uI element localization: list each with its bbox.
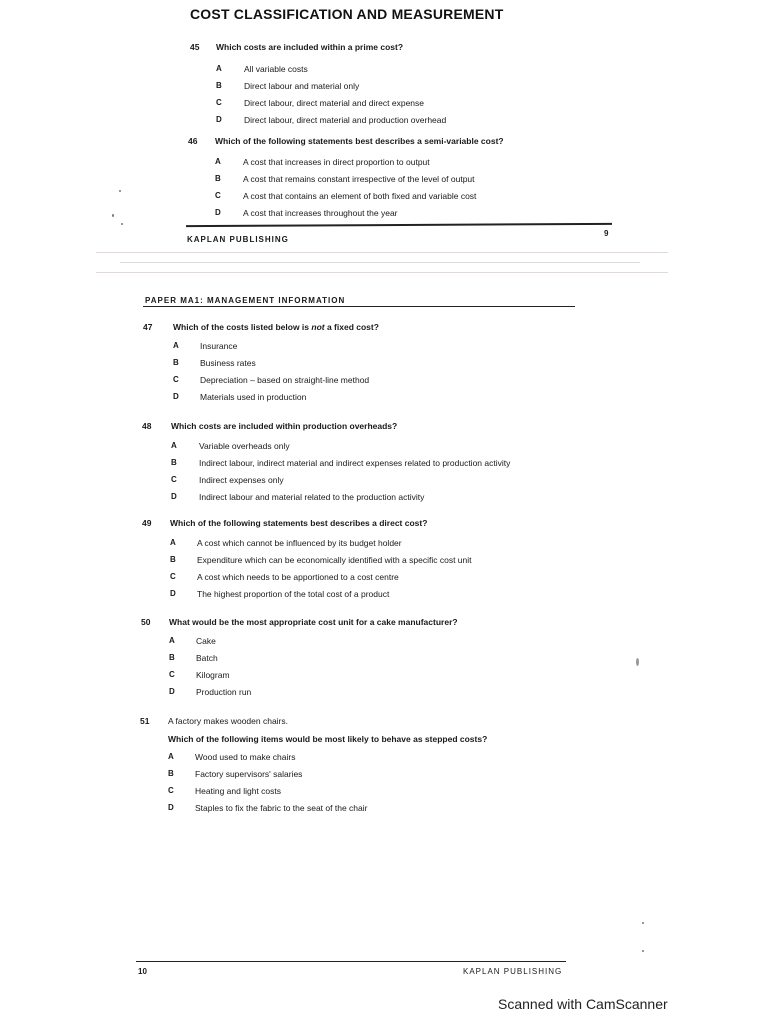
option-text: Depreciation – based on straight-line method bbox=[200, 375, 370, 385]
option-text: All variable costs bbox=[244, 64, 308, 74]
camscanner-watermark: Scanned with CamScanner bbox=[498, 996, 668, 1012]
option-letter: B bbox=[215, 174, 221, 183]
option-text: Business rates bbox=[200, 358, 256, 368]
option-c bbox=[188, 191, 608, 208]
option-letter: C bbox=[169, 670, 175, 679]
option-c bbox=[141, 670, 621, 687]
option-b bbox=[142, 458, 622, 475]
option-a bbox=[142, 441, 622, 458]
question-46 bbox=[188, 136, 608, 225]
option-b bbox=[188, 174, 608, 191]
question-number: 45 bbox=[190, 42, 200, 52]
question-45 bbox=[190, 42, 610, 132]
scan-speck bbox=[642, 950, 644, 952]
option-a bbox=[141, 636, 621, 653]
page-number: 9 bbox=[604, 229, 609, 238]
question-intro: A factory makes wooden chairs. bbox=[168, 716, 289, 726]
option-c bbox=[190, 98, 610, 115]
scan-speck bbox=[119, 190, 121, 192]
option-letter: C bbox=[171, 475, 177, 484]
question-text: Which costs are included within production overheads? bbox=[171, 421, 398, 431]
option-d bbox=[142, 492, 622, 509]
question-number: 46 bbox=[188, 136, 198, 146]
option-text: Variable overheads only bbox=[199, 441, 290, 451]
option-text: A cost that contains an element of both fixed and variable cost bbox=[243, 191, 477, 201]
option-letter: D bbox=[216, 115, 222, 124]
question-number: 47 bbox=[143, 322, 153, 332]
option-d bbox=[190, 115, 610, 132]
option-d bbox=[143, 392, 603, 409]
option-letter: D bbox=[171, 492, 177, 501]
option-letter: B bbox=[216, 81, 222, 90]
question-47 bbox=[143, 322, 603, 409]
option-b bbox=[142, 555, 622, 572]
option-a bbox=[188, 157, 608, 174]
option-text: Indirect expenses only bbox=[199, 475, 284, 485]
footer-publisher: KAPLAN PUBLISHING bbox=[187, 235, 289, 244]
option-text: Staples to fix the fabric to the seat of the chair bbox=[195, 803, 368, 813]
page-number: 10 bbox=[138, 967, 147, 976]
option-letter: B bbox=[168, 769, 174, 778]
question-48 bbox=[142, 421, 622, 509]
scan-speck bbox=[121, 223, 123, 225]
option-text: Batch bbox=[196, 653, 218, 663]
option-c bbox=[140, 786, 620, 803]
scan-speck bbox=[636, 658, 639, 666]
option-a bbox=[143, 341, 603, 358]
footer-publisher: KAPLAN PUBLISHING bbox=[463, 967, 563, 976]
option-text: A cost that increases in direct proportion to output bbox=[243, 157, 430, 167]
question-49 bbox=[142, 518, 622, 606]
option-letter: D bbox=[170, 589, 176, 598]
option-letter: A bbox=[216, 64, 222, 73]
option-letter: B bbox=[170, 555, 176, 564]
page-break-line bbox=[96, 272, 668, 273]
option-letter: D bbox=[168, 803, 174, 812]
option-d bbox=[141, 687, 621, 704]
option-letter: C bbox=[216, 98, 222, 107]
scan-speck bbox=[112, 214, 114, 217]
question-51 bbox=[140, 716, 620, 820]
option-letter: D bbox=[173, 392, 179, 401]
option-text: Cake bbox=[196, 636, 216, 646]
question-text: Which of the costs listed below is not a fixed cost? bbox=[173, 322, 379, 332]
option-text: Indirect labour and material related to the production activity bbox=[199, 492, 425, 502]
option-text: Heating and light costs bbox=[195, 786, 281, 796]
option-b bbox=[141, 653, 621, 670]
question-number: 50 bbox=[141, 617, 151, 627]
option-letter: C bbox=[168, 786, 174, 795]
option-d bbox=[142, 589, 622, 606]
scan-speck bbox=[642, 922, 644, 924]
question-number: 51 bbox=[140, 716, 150, 726]
page-break-line bbox=[96, 252, 668, 253]
option-text: Insurance bbox=[200, 341, 238, 351]
question-number: 49 bbox=[142, 518, 152, 528]
option-letter: A bbox=[173, 341, 179, 350]
footer-rule bbox=[136, 961, 566, 962]
question-text: Which costs are included within a prime cost? bbox=[216, 42, 404, 52]
option-letter: A bbox=[168, 752, 174, 761]
option-text: A cost which needs to be apportioned to a cost centre bbox=[197, 572, 399, 582]
question-number: 48 bbox=[142, 421, 152, 431]
option-b bbox=[143, 358, 603, 375]
chapter-title: COST CLASSIFICATION AND MEASUREMENT bbox=[190, 6, 504, 22]
question-text: Which of the following items would be most likely to behave as stepped costs? bbox=[168, 734, 488, 744]
option-letter: C bbox=[170, 572, 176, 581]
option-c bbox=[143, 375, 603, 392]
option-letter: B bbox=[169, 653, 175, 662]
option-text: Indirect labour, indirect material and indirect expenses related to production activity bbox=[199, 458, 511, 468]
option-letter: D bbox=[215, 208, 221, 217]
question-50 bbox=[141, 617, 621, 704]
option-letter: C bbox=[173, 375, 179, 384]
option-a bbox=[140, 752, 620, 769]
option-text: Kilogram bbox=[196, 670, 230, 680]
option-text: A cost that remains constant irrespective of the level of output bbox=[243, 174, 475, 184]
option-text: Factory supervisors' salaries bbox=[195, 769, 303, 779]
option-text: Production run bbox=[196, 687, 252, 697]
option-letter: A bbox=[171, 441, 177, 450]
option-letter: B bbox=[171, 458, 177, 467]
option-a bbox=[142, 538, 622, 555]
option-a bbox=[190, 64, 610, 81]
option-text: Direct labour, direct material and direct expense bbox=[244, 98, 425, 108]
option-b bbox=[140, 769, 620, 786]
option-letter: B bbox=[173, 358, 179, 367]
option-text: Materials used in production bbox=[200, 392, 307, 402]
option-text: Wood used to make chairs bbox=[195, 752, 296, 762]
option-text: Direct labour and material only bbox=[244, 81, 360, 91]
option-letter: D bbox=[169, 687, 175, 696]
option-c bbox=[142, 475, 622, 492]
option-b bbox=[190, 81, 610, 98]
paper-header: PAPER MA1: MANAGEMENT INFORMATION bbox=[145, 296, 346, 305]
option-text: The highest proportion of the total cost of a product bbox=[197, 589, 390, 599]
question-text: Which of the following statements best describes a direct cost? bbox=[170, 518, 428, 528]
option-letter: A bbox=[169, 636, 175, 645]
option-letter: A bbox=[215, 157, 221, 166]
page-break-line bbox=[120, 262, 640, 263]
option-letter: C bbox=[215, 191, 221, 200]
question-text: What would be the most appropriate cost unit for a cake manufacturer? bbox=[169, 617, 458, 627]
option-c bbox=[142, 572, 622, 589]
option-text: Expenditure which can be economically identified with a specific cost unit bbox=[197, 555, 472, 565]
option-text: Direct labour, direct material and production overhead bbox=[244, 115, 447, 125]
header-rule bbox=[143, 306, 575, 307]
option-text: A cost which cannot be influenced by its budget holder bbox=[197, 538, 402, 548]
option-text: A cost that increases throughout the year bbox=[243, 208, 398, 218]
option-letter: A bbox=[170, 538, 176, 547]
option-d bbox=[140, 803, 620, 820]
question-text: Which of the following statements best describes a semi-variable cost? bbox=[215, 136, 504, 146]
